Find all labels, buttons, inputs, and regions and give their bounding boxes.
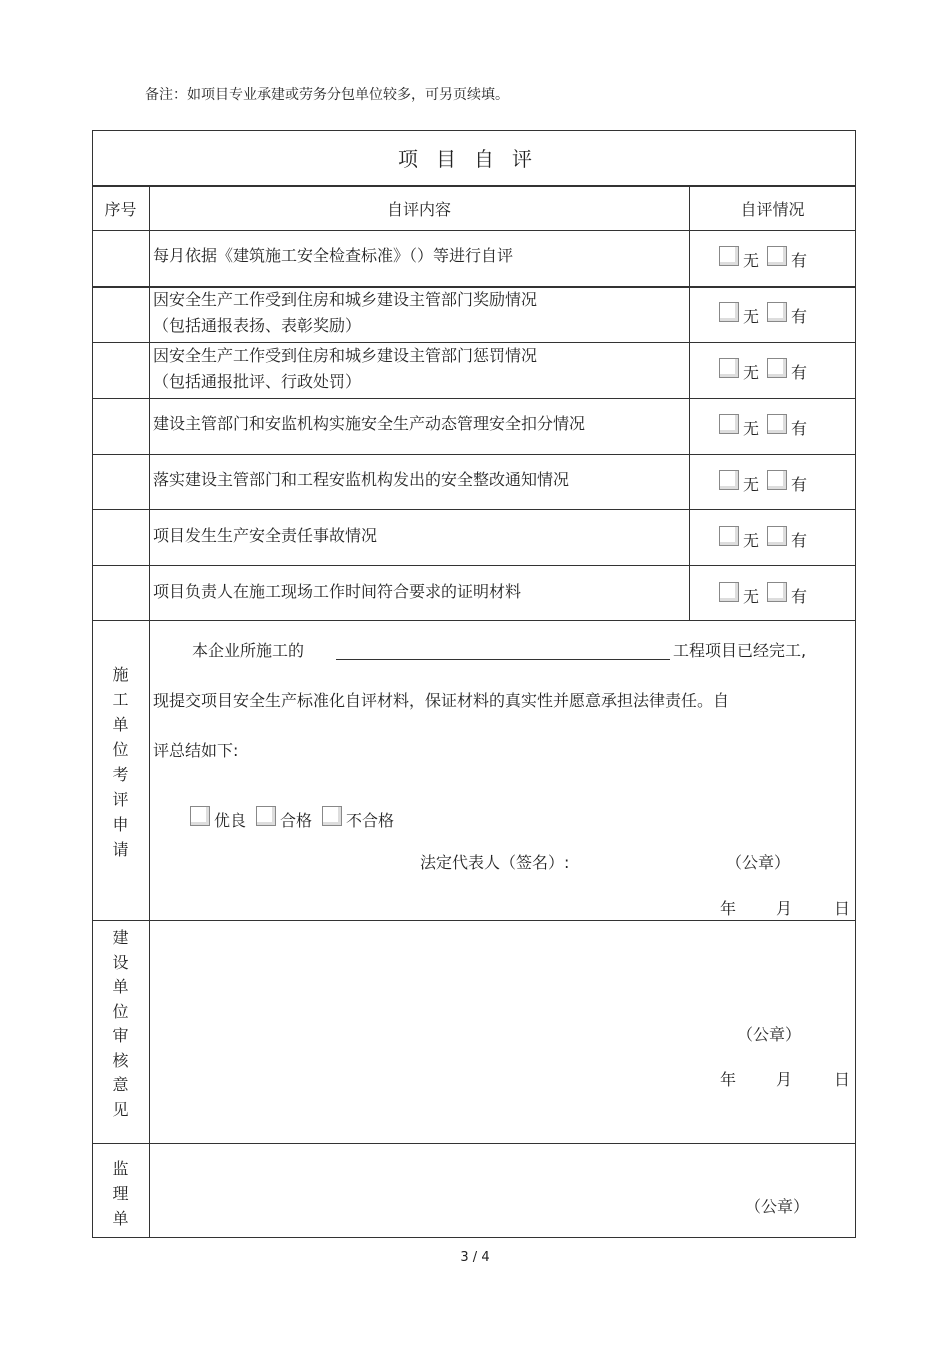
divider [689, 185, 690, 620]
legal-rep-label: 法定代表人（签名）: [420, 853, 570, 872]
apply-year: 年 [720, 899, 737, 918]
row-6-options: 无 有 [719, 528, 807, 551]
row-5-options: 无 有 [719, 472, 807, 495]
row-3-text: 因安全生产工作受到住房和城乡建设主管部门惩罚情况 [153, 346, 538, 365]
header-status: 自评情况 [740, 200, 805, 219]
apply-line1-suffix: 工程项目已经完工, [673, 641, 807, 660]
row-6-text: 项目发生生产安全责任事故情况 [153, 526, 378, 545]
remark-note: 备注：如项目专业承建或劳务分包单位较多，可另页续填。 [145, 87, 509, 103]
row-7-text: 项目负责人在施工现场工作时间符合要求的证明材料 [153, 582, 522, 601]
none-checkbox[interactable] [719, 526, 739, 546]
divider [92, 509, 856, 510]
row-3-subtext: （包括通报批评、行政处罚） [153, 372, 362, 391]
has-checkbox[interactable] [767, 526, 787, 546]
page-number: 3 / 4 [460, 1250, 490, 1265]
supervise-section-label: 监 理 单 [112, 1159, 129, 1228]
divider [92, 565, 856, 566]
apply-line3: 评总结如下: [153, 741, 239, 760]
divider [149, 185, 150, 1238]
apply-seal: （公章） [726, 853, 791, 872]
row-1-options: 无 有 [719, 248, 807, 271]
apply-line1-prefix: 本企业所施工的 [192, 641, 305, 660]
build-month: 月 [776, 1070, 793, 1089]
row-2-text: 因安全生产工作受到住房和城乡建设主管部门奖励情况 [153, 290, 538, 309]
row-2-options: 无 有 [719, 304, 807, 327]
divider [92, 454, 856, 455]
has-checkbox[interactable] [767, 582, 787, 602]
header-seq: 序号 [104, 200, 137, 219]
none-checkbox[interactable] [719, 414, 739, 434]
build-year: 年 [720, 1070, 737, 1089]
pass-checkbox[interactable] [256, 806, 276, 826]
excellent-checkbox[interactable] [190, 806, 210, 826]
row-3-options: 无 有 [719, 360, 807, 383]
row-5-text: 落实建设主管部门和工程安监机构发出的安全整改通知情况 [153, 470, 570, 489]
grade-options: 优良 合格 不合格 [190, 808, 394, 831]
divider [92, 620, 856, 621]
apply-line2: 现提交项目安全生产标准化自评材料，保证材料的真实性并愿意承担法律责任。自 [153, 691, 730, 710]
none-checkbox[interactable] [719, 302, 739, 322]
has-checkbox[interactable] [767, 470, 787, 490]
divider [92, 920, 856, 921]
has-checkbox[interactable] [767, 302, 787, 322]
has-checkbox[interactable] [767, 358, 787, 378]
apply-month: 月 [776, 899, 793, 918]
apply-day: 日 [834, 899, 851, 918]
build-day: 日 [834, 1070, 851, 1089]
header-content: 自评内容 [386, 200, 451, 219]
fail-checkbox[interactable] [322, 806, 342, 826]
divider [92, 1143, 856, 1144]
divider [92, 230, 856, 231]
build-section-label: 建 设 单 位 审 核 意 见 [112, 928, 129, 1119]
supervise-seal: （公章） [745, 1197, 810, 1216]
project-name-blank[interactable] [336, 659, 670, 660]
none-checkbox[interactable] [719, 582, 739, 602]
row-2-subtext: （包括通报表扬、表彰奖励） [153, 316, 362, 335]
table-title: 项目自评 [398, 147, 550, 171]
has-checkbox[interactable] [767, 414, 787, 434]
none-checkbox[interactable] [719, 470, 739, 490]
none-checkbox[interactable] [719, 246, 739, 266]
none-checkbox[interactable] [719, 358, 739, 378]
row-1-text: 每月依据《建筑施工安全检查标准》（）等进行自评 [153, 246, 514, 265]
row-4-options: 无 有 [719, 416, 807, 439]
divider [92, 185, 856, 187]
apply-section-label: 施 工 单 位 考 评 申 请 [112, 665, 129, 859]
build-seal: （公章） [737, 1025, 802, 1044]
row-4-text: 建设主管部门和安监机构实施安全生产动态管理安全扣分情况 [153, 414, 586, 433]
divider [92, 398, 856, 399]
row-7-options: 无 有 [719, 584, 807, 607]
has-checkbox[interactable] [767, 246, 787, 266]
